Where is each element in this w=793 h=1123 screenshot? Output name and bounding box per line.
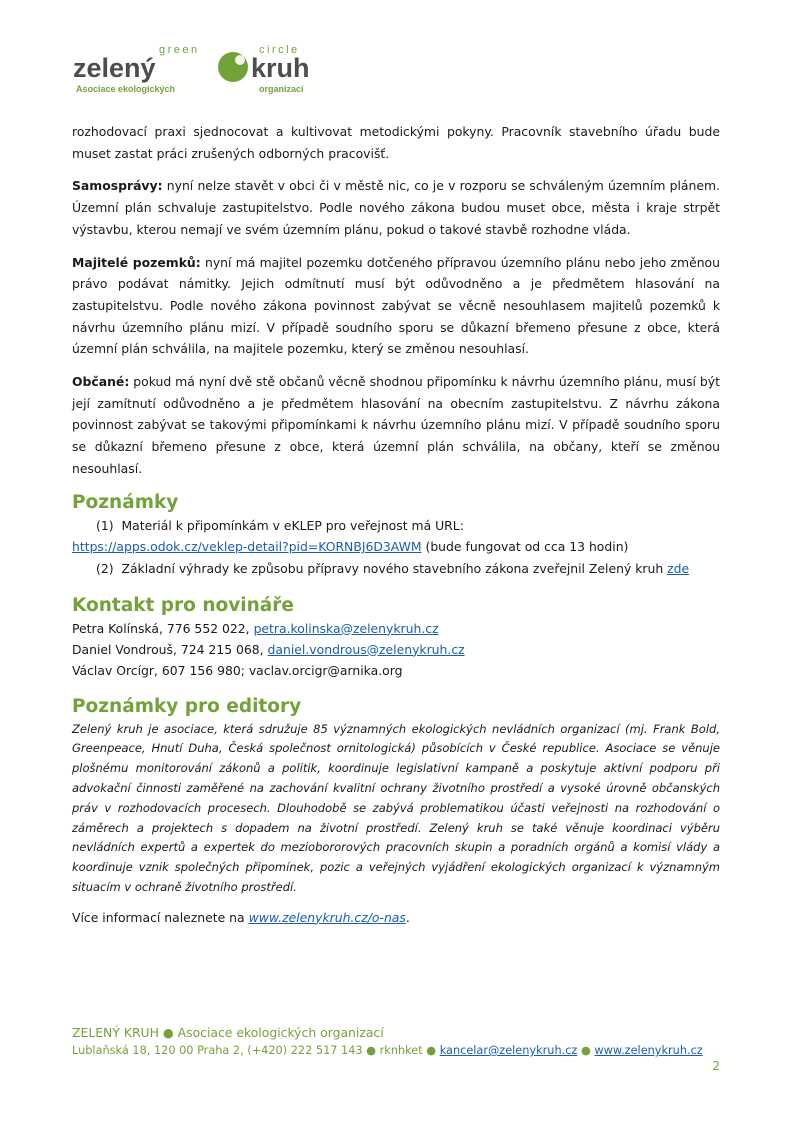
- note-2-text: Základní výhrady ke způsobu přípravy nového stavebního zákona zveřejnil Zelený kruh: [121, 560, 668, 576]
- vondrous-email-link[interactable]: daniel.vondrous@zelenykruh.cz: [267, 641, 465, 657]
- logo-green-text: green: [159, 44, 200, 56]
- obcane-text: pokud má nyní dvě stě občanů věcně shodnou připomínku k návrhu územního plánu, musí být její zamítnutí odůvodněno a je předmětem hlasování na obecním zastupitelstvu. Z návrhu zákona povinnost zabývat se takovými připomínkami k návrhu územního plánu mizí. V případě soudního sporu se důkazní břemeno přesune z obce, která územní plán schválila, na občany, kteří se změnou nesouhlasí.: [72, 374, 720, 476]
- footer-address-line: [72, 1042, 720, 1060]
- contact-list: [72, 618, 720, 681]
- note-item-2: [72, 558, 720, 580]
- note-1-text: Materiál k připomínkám v eKLEP pro veřejnost má URL:: [121, 517, 464, 533]
- notes-heading: Poznámky: [72, 491, 179, 513]
- contact-vondrous-text: Daniel Vondrouš, 724 215 068,: [72, 641, 268, 657]
- contact-heading: Kontakt pro novináře: [72, 594, 294, 616]
- editors-heading: Poznámky pro editory: [72, 695, 302, 717]
- obcane-paragraph: [72, 371, 720, 480]
- intro-paragraph: rozhodovací praxi sjednocovat a kultivovat metodickými pokyny. Pracovník stavebního úřadu bude muset zastat práci zrušených odborných pracovišť.: [72, 124, 720, 161]
- more-info-end: .: [405, 909, 410, 925]
- zeleny-kruh-logo: [73, 40, 353, 100]
- zde-link[interactable]: zde: [667, 560, 690, 576]
- logo-circle-text: circle: [259, 44, 300, 56]
- contact-orcigr: Václav Orcígr, 607 156 980; vaclav.orcigr@arnika.org: [72, 662, 403, 678]
- logo-sub-right: organizací: [259, 84, 304, 94]
- editors-text: Zelený kruh je asociace, která sdružuje 85 významných ekologických nevládních organizací (mj. Frank Bold, Greenpeace, Hnutí Duha, Česká společnost ornitologická) působících v České republice. Asociace se věnuje plošnému monitorování zákonů a politik, koordinuje legislativní kampaně a poskytuje aktivní podporu při advokační činnosti zaměřené na zachování kvalitní ochrany životního prostředí a vysoké úrovně občanských práv v rozhodovacích procesech. Dlouhodobě se zabývá problematikou účasti veřejnosti na rozhodování o záměrech a projektech s dopadem na životní prostředí. Zelený kruh se také věnuje koordinaci výběru nevládních expertů a expertek do meziobororových pracovních skupin a poradních orgánů a komisí vlády a koordinuje vznik společných připomínek, pozic a veřejných vyjádření ekologických organizací k významným situacím v ochraně životního prostředí.: [72, 721, 720, 895]
- logo-word-left: zelený: [73, 53, 156, 83]
- contact-kolinska-text: Petra Kolínská, 776 552 022,: [72, 620, 254, 636]
- eklep-link[interactable]: https://apps.odok.cz/veklep-detail?pid=KORNBJ6D3AWM: [72, 539, 422, 555]
- majitele-label: Majitelé pozemků:: [72, 254, 201, 270]
- footer-sep: ●: [577, 1044, 595, 1057]
- more-info-text: Více informací naleznete na: [72, 909, 249, 925]
- footer: [72, 1024, 720, 1060]
- samospravy-label: Samosprávy:: [72, 178, 163, 194]
- logo-word-right: kruh: [251, 53, 310, 83]
- page-number: 2: [712, 1059, 720, 1073]
- footer-address: Lublaňská 18, 120 00 Praha 2, (+420) 222 517 143 ● rknhket ●: [72, 1044, 440, 1057]
- note-item-1: [72, 515, 720, 537]
- note-item-1-url: [72, 536, 720, 558]
- contact-vondrous: [72, 639, 720, 660]
- logo-sub-left: Asociace ekologických: [76, 84, 176, 94]
- majitele-paragraph: [72, 252, 720, 361]
- obcane-label: Občané:: [72, 374, 130, 390]
- note-2-number: (2): [96, 560, 114, 576]
- contact-kolinska: [72, 618, 720, 639]
- samospravy-paragraph: [72, 175, 720, 240]
- main-content: [72, 121, 720, 929]
- more-info-line: [72, 907, 720, 929]
- note-1-after: (bude fungovat od cca 13 hodin): [421, 539, 629, 555]
- footer-email-link[interactable]: kancelar@zelenykruh.cz: [439, 1044, 578, 1057]
- majitele-text: nyní má majitel pozemku dotčeného přípravou územního plánu nebo jeho změnou právo podávat námitky. Jejich odmítnutí musí být odůvodněno a je předmětem hlasování na zastupitelstvu. Podle nového zákona povinnost zabývat se věcně nesouhlasem majitelů pozemků k návrhu územního plánu mizí. V případě soudního sporu se důkazní břemeno přesune z obce, která územní plán schválila, na majitele pozemku, který se změnou nesouhlasí.: [72, 254, 720, 357]
- note-1-number: (1): [96, 517, 114, 533]
- notes-list: [72, 515, 720, 580]
- footer-org-line: ZELENÝ KRUH ● Asociace ekologických organizací: [72, 1025, 384, 1040]
- samospravy-text: nyní nelze stavět v obci či v městě nic, co je v rozporu se schváleným územním plánem. Územní plán schvaluje zastupitelstvo. Podle nového zákona budou muset obce, města i kraje strpět výstavbu, kterou nemají ve svém územním plánu, pokud o takové stavbě rozhodne vláda.: [72, 178, 720, 237]
- about-link[interactable]: www.zelenykruh.cz/o-nas: [248, 909, 406, 925]
- kolinska-email-link[interactable]: petra.kolinska@zelenykruh.cz: [253, 620, 439, 636]
- footer-web-link[interactable]: www.zelenykruh.cz: [594, 1044, 703, 1057]
